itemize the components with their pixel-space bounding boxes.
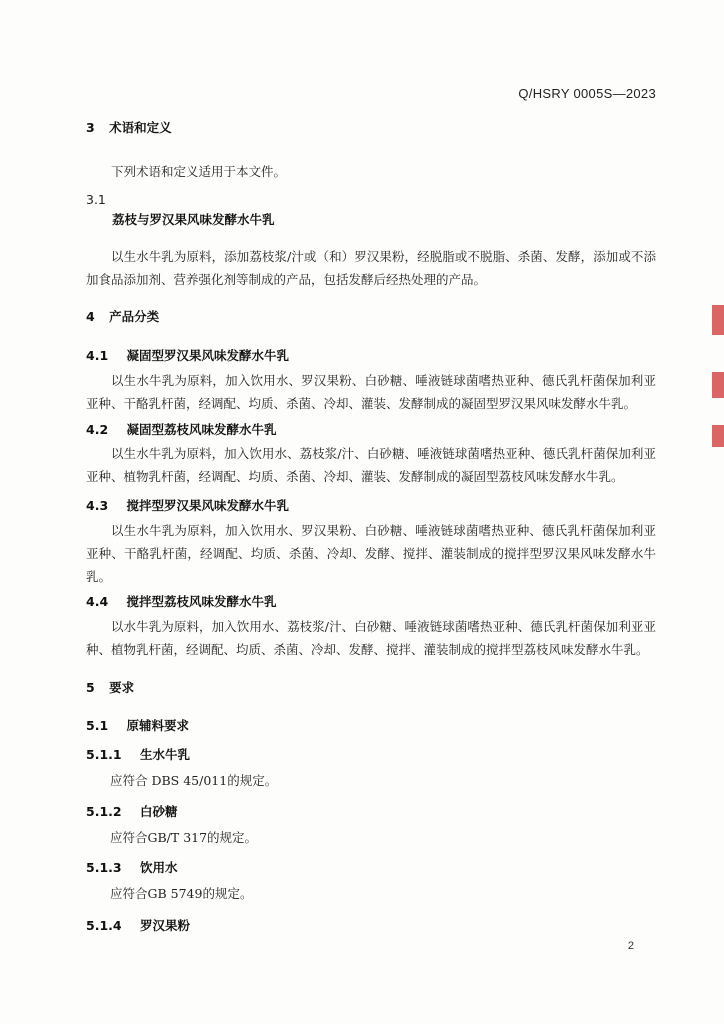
section-title: 凝固型罗汉果风味发酵水牛乳: [126, 348, 290, 363]
section-title: 术语和定义: [109, 120, 172, 135]
section-title: 产品分类: [109, 309, 160, 324]
section-title: 白砂糖: [139, 804, 178, 819]
section-number: 5.1.4: [86, 918, 122, 933]
seal-fragment: [712, 425, 724, 447]
section-5-1-2-text: 应符合GB/T 317的规定。: [110, 830, 258, 845]
section-title: 凝固型荔枝风味发酵水牛乳: [126, 422, 277, 437]
section-number: 4.2: [86, 422, 109, 437]
section-5-1-3-text: 应符合GB 5749的规定。: [110, 886, 253, 901]
section-4-2-heading: [86, 420, 277, 438]
section-title: 搅拌型罗汉果风味发酵水牛乳: [126, 498, 290, 513]
section-4-1-text: 以生水牛乳为原料，加入饮用水、罗汉果粉、白砂糖、唾液链球菌嗜热亚种、德氏乳杆菌保加利亚亚种、干酪乳杆菌，经调配、均质、杀菌、冷却、灌装、发酵制成的凝固型罗汉果风味发酵水牛乳。: [86, 373, 656, 411]
section-number: 4.3: [86, 498, 109, 513]
section-4-heading: [86, 307, 159, 325]
standard-code: Q/HSRY 0005S—2023: [518, 86, 656, 101]
section-number: 4.1: [86, 348, 109, 363]
section-5-1-1-heading: [86, 745, 190, 763]
section-title: 原辅料要求: [126, 718, 190, 733]
seal-fragment: [712, 305, 724, 335]
section-4-4-text: 以水牛乳为原料，加入饮用水、荔枝浆/汁、白砂糖、唾液链球菌嗜热亚种、德氏乳杆菌保加利亚亚种、植物乳杆菌，经调配、均质、杀菌、冷却、发酵、搅拌、灌装制成的搅拌型荔枝风味发酵水牛乳。: [86, 619, 656, 657]
section-5-1-1-text: 应符合 DBS 45/011的规定。: [110, 773, 278, 788]
section-title: 罗汉果粉: [139, 918, 190, 933]
term-3-1-definition: 以生水牛乳为原料，添加荔枝浆/汁或（和）罗汉果粉，经脱脂或不脱脂、杀菌、发酵，添加或不添加食品添加剂、营养强化剂等制成的产品，包括发酵后经热处理的产品。: [86, 249, 656, 287]
page-number: 2: [627, 940, 634, 952]
section-number: 5.1.2: [86, 804, 122, 819]
section-title: 要求: [109, 680, 135, 695]
section-4-1-heading: [86, 346, 289, 364]
section-number: 5.1.3: [86, 860, 122, 875]
section-number: 5.1.1: [86, 747, 122, 762]
section-title: 生水牛乳: [139, 747, 190, 762]
section-number: 3: [86, 120, 95, 135]
section-5-1-3-heading: [86, 858, 177, 876]
section-number: 5: [86, 680, 95, 695]
section-4-3-heading: [86, 496, 289, 514]
section-5-heading: [86, 678, 134, 696]
term-3-1-number: 3.1: [86, 192, 106, 207]
section-5-1-heading: [86, 716, 189, 734]
seal-fragment: [712, 372, 724, 398]
section-number: 4.4: [86, 594, 109, 609]
term-3-1-title: 荔枝与罗汉果风味发酵水牛乳: [112, 212, 275, 227]
section-4-3-text: 以生水牛乳为原料，加入饮用水、罗汉果粉、白砂糖、唾液链球菌嗜热亚种、德氏乳杆菌保加利亚亚种、干酪乳杆菌，经调配、均质、杀菌、冷却、发酵、搅拌、灌装制成的搅拌型罗汉果风味发酵水牛乳。: [86, 523, 656, 584]
section-title: 饮用水: [139, 860, 178, 875]
section-4-4-heading: [86, 592, 277, 610]
section-3-intro: 下列术语和定义适用于本文件。: [111, 164, 287, 179]
section-title: 搅拌型荔枝风味发酵水牛乳: [126, 594, 277, 609]
section-number: 4: [86, 309, 95, 324]
section-number: 5.1: [86, 718, 109, 733]
section-5-1-4-heading: [86, 916, 190, 934]
section-5-1-2-heading: [86, 802, 177, 820]
section-4-2-text: 以生水牛乳为原料，加入饮用水、荔枝浆/汁、白砂糖、唾液链球菌嗜热亚种、德氏乳杆菌保加利亚亚种、植物乳杆菌，经调配、均质、杀菌、冷却、灌装、发酵制成的凝固型荔枝风味发酵水牛乳。: [86, 446, 656, 484]
section-3-heading: [86, 118, 172, 136]
